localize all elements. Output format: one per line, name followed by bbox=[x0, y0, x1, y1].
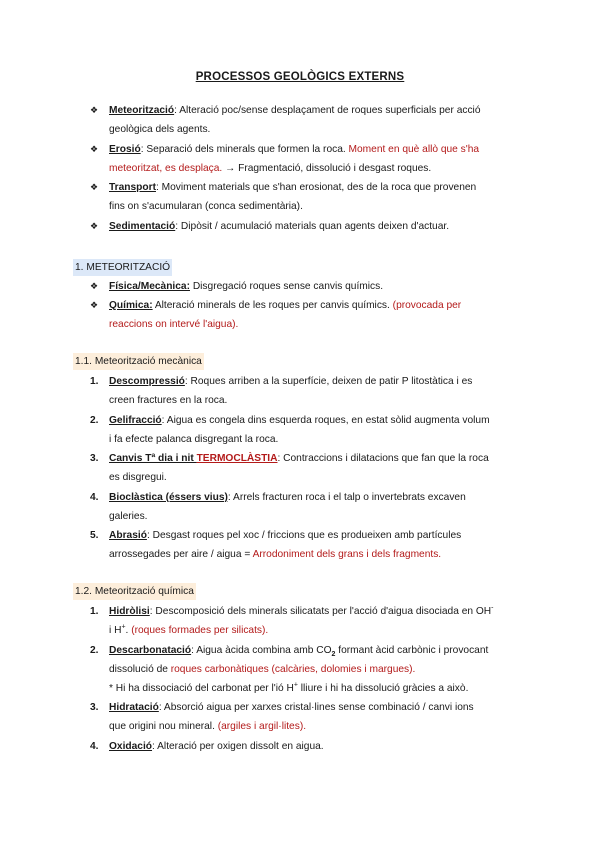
list-item-gelifraccio bbox=[109, 411, 517, 449]
intro-text: → Fragmentació, dissolució i desgast roques. bbox=[222, 163, 432, 174]
superscript: + bbox=[121, 623, 126, 631]
list-number: 2. bbox=[90, 645, 99, 656]
superscript: + bbox=[293, 681, 298, 689]
item-text: : Aigua àcida combina amb CO bbox=[191, 645, 332, 656]
item-text: : Descomposició dels minerals silicatats per l'acció d'aigua disociada en OH bbox=[149, 606, 492, 617]
item-text: i fa efecte palanca disgregant la roca. bbox=[109, 434, 279, 445]
list-item-quimica bbox=[109, 296, 517, 334]
list-number: 4. bbox=[90, 492, 99, 503]
item-term: Descarbonatació bbox=[109, 645, 192, 656]
item-term: Gelifracció bbox=[109, 415, 162, 426]
item-term: Abrasió bbox=[109, 530, 147, 541]
item-text-red: (argiles i argil·lites). bbox=[217, 721, 307, 732]
list-item-hidratacio bbox=[109, 698, 517, 736]
diamond-bullet-icon: ❖ bbox=[90, 182, 99, 192]
intro-item-erosio bbox=[109, 140, 517, 178]
item-text: . bbox=[125, 625, 132, 636]
intro-term: Transport bbox=[109, 182, 156, 193]
intro-term: Erosió bbox=[109, 144, 141, 155]
list-item-abrasio bbox=[109, 526, 517, 564]
diamond-bullet-icon: ❖ bbox=[90, 300, 99, 310]
intro-item-sedimentacio bbox=[109, 217, 517, 236]
item-text: : Contraccions i dilatacions que fan que la roca bbox=[277, 453, 489, 464]
item-note: lliure i hi ha dissolució gràcies a això. bbox=[297, 683, 469, 694]
list-item-bioclastica bbox=[109, 488, 517, 526]
item-text: dissolució de bbox=[109, 664, 171, 675]
intro-text: geològica dels agents. bbox=[109, 124, 211, 135]
item-term-red: TERMOCLÀSTIA bbox=[196, 453, 278, 464]
item-term: Bioclàstica (éssers vius) bbox=[109, 492, 228, 503]
diamond-bullet-icon: ❖ bbox=[90, 144, 99, 154]
item-text: creen fractures en la roca. bbox=[109, 395, 228, 406]
section-heading-quimica: 1.2. Meteorització química bbox=[73, 583, 196, 600]
intro-item-meteoritzacio bbox=[109, 101, 517, 139]
item-text-red: Arrodoniment dels grans i dels fragments. bbox=[252, 549, 442, 560]
item-term: Hidratació bbox=[109, 702, 159, 713]
item-term: Física/Mecànica: bbox=[109, 281, 190, 292]
list-number: 3. bbox=[90, 702, 99, 713]
item-note: * Hi ha dissociació del carbonat per l'ió H bbox=[109, 683, 294, 694]
list-item-fisica bbox=[109, 277, 517, 296]
item-text-red: (roques formades per silicats). bbox=[131, 625, 269, 636]
diamond-bullet-icon: ❖ bbox=[90, 221, 99, 231]
intro-text: Moviment materials que s'han erosionat, des de la roca que provenen bbox=[161, 182, 477, 193]
subscript: 2 bbox=[331, 651, 336, 659]
intro-text-red: meteoritzat, es desplaça. bbox=[109, 163, 223, 174]
intro-term: Meteorització bbox=[109, 105, 175, 116]
item-term: Oxidació bbox=[109, 741, 153, 752]
item-text: i H bbox=[109, 625, 122, 636]
section-heading-meteoritzacio: 1. METEORITZACIÓ bbox=[73, 259, 172, 276]
item-text: formant àcid carbònic i provocant bbox=[335, 645, 489, 656]
intro-item-transport bbox=[109, 178, 517, 216]
list-number: 1. bbox=[90, 376, 99, 387]
item-text: que origini nou mineral. bbox=[109, 721, 218, 732]
sep: : bbox=[155, 182, 162, 193]
list-item-descarbonatacio bbox=[109, 641, 517, 698]
diamond-bullet-icon: ❖ bbox=[90, 105, 99, 115]
list-number: 1. bbox=[90, 606, 99, 617]
item-text-red: roques carbonàtiques (calcàries, dolomies i margues). bbox=[170, 664, 416, 675]
item-text: Alteració minerals de les roques per canvis químics. bbox=[152, 300, 393, 311]
section-heading-mecanica: 1.1. Meteorització mecànica bbox=[73, 353, 204, 370]
item-text: es disgregui. bbox=[109, 472, 167, 483]
item-term: Hidròlisi bbox=[109, 606, 150, 617]
item-term: Canvis Tª dia i nit bbox=[109, 453, 197, 464]
list-number: 5. bbox=[90, 530, 99, 541]
sep: : bbox=[175, 221, 181, 232]
item-text: arrossegades per aire / aigua = bbox=[109, 549, 253, 560]
item-text: galeries. bbox=[109, 511, 148, 522]
list-item-oxidacio bbox=[109, 737, 517, 756]
item-text-red: (provocada per bbox=[392, 300, 462, 311]
intro-text: Alteració poc/sense desplaçament de roques superficials per acció bbox=[179, 105, 481, 116]
intro-text: Dipòsit / acumulació materials quan agents deixen d'actuar. bbox=[180, 221, 450, 232]
diamond-bullet-icon: ❖ bbox=[90, 281, 99, 291]
list-item-hidrolisi bbox=[109, 602, 517, 640]
intro-term: Sedimentació bbox=[109, 221, 176, 232]
intro-text: fins on s'acumularan (conca sedimentària). bbox=[109, 201, 303, 212]
list-number: 2. bbox=[90, 415, 99, 426]
superscript: - bbox=[491, 604, 494, 612]
list-item-termoclastia bbox=[109, 449, 517, 487]
item-text: : Desgast roques pel xoc / friccions que es produeixen amb partícules bbox=[146, 530, 462, 541]
item-text: : Absorció aigua per xarxes cristal·lines sense combinació / canvi ions bbox=[158, 702, 474, 713]
item-text-red: reaccions on intervé l'aigua). bbox=[109, 319, 239, 330]
sep: : bbox=[174, 105, 180, 116]
intro-text-red: Moment en què allò que s'ha bbox=[348, 144, 480, 155]
list-number: 4. bbox=[90, 741, 99, 752]
sep: : bbox=[140, 144, 147, 155]
list-number: 3. bbox=[90, 453, 99, 464]
page-title: PROCESSOS GEOLÒGICS EXTERNS bbox=[195, 71, 405, 83]
intro-text: Separació dels minerals que formen la roca. bbox=[146, 144, 349, 155]
item-text: : Aigua es congela dins esquerda roques, en estat sòlid augmenta volum bbox=[161, 415, 490, 426]
item-text: : Roques arriben a la superfície, deixen de patir P litostàtica i es bbox=[184, 376, 473, 387]
list-item-descompressio bbox=[109, 372, 517, 410]
item-text: Disgregació roques sense canvis químics. bbox=[189, 281, 384, 292]
item-text: : Alteració per oxigen dissolt en aigua. bbox=[152, 741, 324, 752]
item-term: Descompressió bbox=[109, 376, 185, 387]
item-text: : Arrels fracturen roca i el talp o invertebrats excaven bbox=[227, 492, 466, 503]
item-term: Química: bbox=[109, 300, 153, 311]
